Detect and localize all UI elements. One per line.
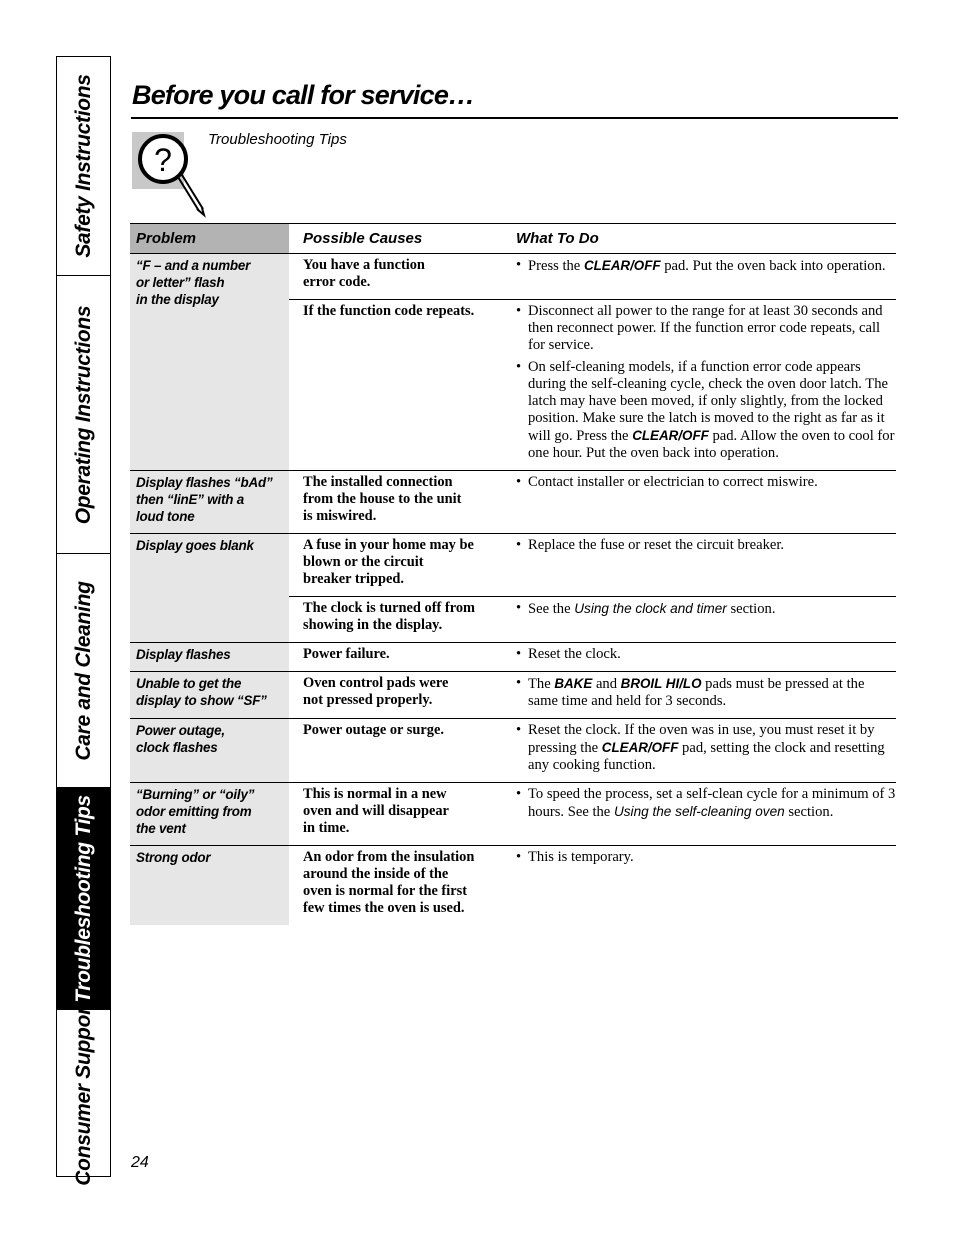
action-text: pads must be pressed at the same time and held for 3 seconds.: [528, 676, 865, 709]
troubleshooting-table: [130, 223, 896, 925]
action-text: This is temporary.: [528, 849, 634, 865]
table-row: [130, 534, 896, 643]
cause-cell: An odor from the insulation around the inside of the oven is normal for the first few times the oven is used.: [303, 849, 475, 916]
action-text: The: [528, 676, 555, 692]
problem-cell: Display goes blank: [130, 534, 289, 642]
table-row: [130, 643, 896, 672]
action-text: section.: [726, 601, 776, 617]
tab-label: Troubleshooting Tips: [71, 794, 95, 1003]
title-divider: [131, 117, 898, 119]
table-row: [130, 254, 896, 471]
action-item: [516, 786, 896, 821]
pad-name: CLEAR/OFF: [583, 258, 661, 273]
action-item: [516, 257, 896, 275]
question-magnifier-icon: [131, 131, 211, 219]
cause-cell: This is normal in a new oven and will disappear in time.: [303, 786, 449, 836]
problem-cell: Power outage, clock flashes: [130, 719, 289, 782]
action-text: and: [592, 676, 621, 692]
section-subtitle: Troubleshooting Tips: [208, 131, 347, 148]
table-header-row: [130, 224, 896, 254]
tab-label: Care and Cleaning: [71, 580, 95, 761]
pad-name: BAKE: [554, 676, 593, 691]
tab-consumer-support[interactable]: [57, 1000, 110, 1186]
tab-care-and-cleaning[interactable]: [57, 554, 110, 788]
action-item: [516, 722, 896, 774]
action-cell: [502, 672, 896, 718]
problem-cell: Strong odor: [130, 846, 289, 925]
action-cell: [502, 783, 896, 845]
action-text: pad, setting the clock and resetting any cooking function.: [528, 740, 885, 773]
action-cell: [502, 846, 896, 925]
page-title: Before you call for service…: [132, 80, 475, 110]
action-text: section.: [784, 804, 834, 820]
tab-label: Operating Instructions: [71, 305, 95, 524]
table-row: [130, 471, 896, 534]
pad-name: BROIL HI/LO: [620, 676, 702, 691]
cause-cell: Oven control pads were not pressed properly.: [303, 675, 449, 708]
tab-label: Safety Instructions: [71, 74, 95, 258]
cause-cell: The installed connection from the house to the unit is miswired.: [303, 474, 462, 524]
table-row: [130, 719, 896, 783]
action-item: [516, 675, 896, 710]
problem-cell: “F – and a number or letter” flash in the display: [130, 254, 289, 470]
column-header-what-to-do: What To Do: [516, 230, 599, 247]
action-cell: [502, 471, 896, 533]
cause-cell: The clock is turned off from showing in the display.: [303, 600, 476, 633]
action-text: Press the: [528, 258, 584, 274]
action-text: See the: [528, 601, 575, 617]
action-cell: [502, 643, 896, 671]
tab-operating-instructions[interactable]: [57, 276, 110, 554]
cause-cell: Power failure.: [303, 646, 390, 662]
tab-label: Consumer Support: [71, 1000, 95, 1186]
action-item: [516, 474, 896, 491]
cause-cell: A fuse in your home may be blown or the circuit breaker tripped.: [303, 537, 474, 587]
tab-safety-instructions[interactable]: [57, 57, 110, 276]
problem-cell: Display flashes: [130, 643, 289, 671]
action-text: To speed the process, set a self-clean cycle for a minimum of 3 hours. See the: [528, 786, 896, 820]
table-row: [130, 846, 896, 925]
section-reference: Using the clock and timer: [574, 601, 727, 616]
action-cell: [502, 300, 896, 470]
action-item: [516, 849, 896, 866]
pad-name: CLEAR/OFF: [601, 740, 679, 755]
action-item: [516, 359, 896, 462]
action-text: pad. Allow the oven to cool for one hour. Put the oven back into operation.: [528, 428, 895, 461]
column-header-problem: Problem: [130, 224, 289, 253]
action-text: Disconnect all power to the range for at least 30 seconds and then reconnect power. If the function error code repeats, call for service.: [528, 303, 883, 353]
tab-troubleshooting-tips[interactable]: [57, 788, 110, 1010]
action-text: pad. Put the oven back into operation.: [660, 258, 886, 274]
svg-text:?: ?: [154, 142, 172, 178]
problem-cell: Unable to get the display to show “SF”: [130, 672, 289, 718]
action-cell: [502, 254, 896, 299]
action-cell: [502, 597, 896, 642]
cause-cell: You have a function error code.: [303, 257, 425, 290]
page-number: 24: [131, 1154, 149, 1171]
action-text: Replace the fuse or reset the circuit breaker.: [528, 537, 785, 553]
section-tabs: [56, 56, 111, 1186]
action-item: [516, 646, 896, 663]
problem-cell: “Burning” or “oily” odor emitting from the vent: [130, 783, 289, 845]
action-text: Contact installer or electrician to correct miswire.: [528, 474, 818, 490]
table-row: [130, 783, 896, 846]
action-text: On self-cleaning models, if a function error code appears during the self-cleaning cycle, check the oven door latch. The latch may have been moved, if only slightly, from the locked position. Make sure the latch is moved to the right as far as it will go. Press the: [528, 359, 888, 444]
action-item: [516, 303, 896, 354]
cause-cell: Power outage or surge.: [303, 722, 444, 738]
table-row: [130, 672, 896, 719]
section-reference: Using the self-cleaning oven: [613, 804, 785, 819]
action-text: Reset the clock. If the oven was in use, you must reset it by pressing the: [528, 722, 875, 756]
action-item: [516, 537, 896, 554]
column-header-causes: Possible Causes: [303, 230, 423, 247]
action-cell: [502, 534, 896, 596]
action-item: [516, 600, 896, 618]
pad-name: CLEAR/OFF: [632, 428, 709, 443]
cause-cell: If the function code repeats.: [303, 303, 475, 319]
problem-cell: Display flashes “bAd” then “linE” with a loud tone: [130, 471, 289, 533]
action-cell: [502, 719, 896, 782]
action-text: Reset the clock.: [528, 646, 621, 662]
